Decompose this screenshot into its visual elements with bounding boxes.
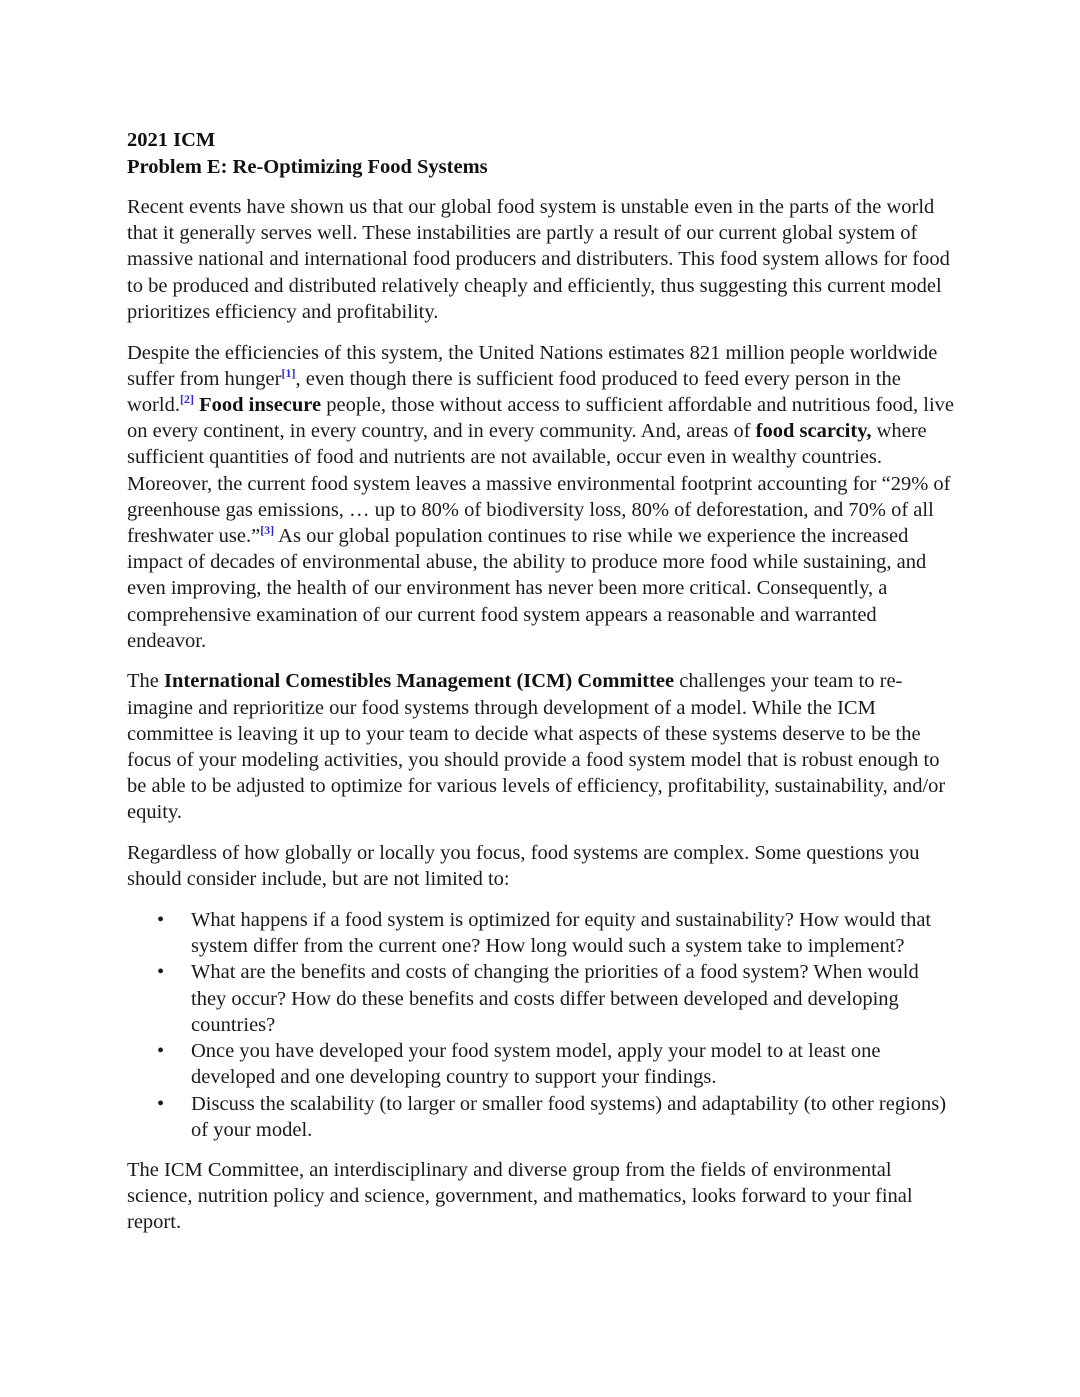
term-icm-committee: International Comestibles Management (ICM) Committee <box>164 670 675 693</box>
question-list <box>127 907 957 1143</box>
paragraph-closing: The ICM Committee, an interdisciplinary and diverse group from the fields of environmental science, nutrition policy and science, government, and mathematics, looks forward to your final report. <box>127 1158 913 1234</box>
text: challenges your team to re-imagine and reprioritize our food systems through development of a model. While the ICM committee is leaving it up to your team to decide what aspects of these systems deserve to be the focus of your modeling activities, you should provide a food system model that is robust enough to be able to be adjusted to optimize for various levels of efficiency, profitability, sustainability, and/or equity. <box>127 670 946 824</box>
citation-link-2[interactable]: [2] <box>179 391 194 406</box>
term-food-scarcity: food scarcity, <box>755 420 872 443</box>
citation-link-1[interactable]: [1] <box>281 365 296 380</box>
list-item-text: What happens if a food system is optimized for equity and sustainability? How would that system differ from the current one? How long would such a system take to implement? <box>191 909 932 958</box>
text: Despite the efficiencies of this system, the United Nations estimates 821 million people worldwide suffer from hunger <box>127 341 938 390</box>
bullet-icon: • <box>157 1040 165 1063</box>
citation-link-3[interactable]: [3] <box>260 522 275 537</box>
bullet-icon: • <box>157 961 165 984</box>
contest-title: 2021 ICM <box>127 129 216 151</box>
list-item-text: What are the benefits and costs of changing the priorities of a food system? When would they occur? How do these benefits and costs differ between developed and developing countries? <box>191 961 919 1036</box>
list-item-text: Once you have developed your food system model, apply your model to at least one developed and one developing country to support your findings. <box>191 1040 881 1089</box>
list-item <box>157 1091 957 1143</box>
text: where sufficient quantities of food and nutrients are not available, occur even in wealthy countries. Moreover, the current food system leaves a massive environmental footprint accounting for “29% of greenhouse gas emissions, … up to 80% of biodiversity loss, 80% of deforestation, and 70% of all freshwater use.” <box>127 420 951 547</box>
paragraph-intro: Recent events have shown us that our global food system is unstable even in the parts of the world that it generally serves well. These instabilities are partly a result of our current global system of massive national and international food producers and distributers. This food system allows for food to be produced and distributed relatively cheaply and efficiently, thus suggesting this current model prioritizes efficiency and profitability. <box>127 196 950 323</box>
text: As our global population continues to rise while we experience the increased impact of decades of environmental abuse, the ability to produce more food while sustaining, and even improving, the health of our environment has never been more critical. Consequently, a comprehensive examination of our current food system appears a reasonable and warranted endeavor. <box>127 524 927 652</box>
list-item <box>157 1038 957 1090</box>
text: people, those without access to sufficient affordable and nutritious food, live on every continent, in every country, and in every community. And, areas of <box>127 393 955 443</box>
bullet-icon: • <box>157 909 165 932</box>
document-header <box>127 127 957 180</box>
term-food-insecure: Food insecure <box>199 393 322 416</box>
paragraph-committee-challenge <box>127 668 957 825</box>
text: , even though there is sufficient food produced to feed every person in the world. <box>127 367 901 416</box>
list-item <box>157 959 957 1038</box>
paragraph-questions-intro: Regardless of how globally or locally you focus, food systems are complex. Some questions you should consider include, but are not limited to: <box>127 842 920 891</box>
problem-title: Problem E: Re-Optimizing Food Systems <box>127 155 488 178</box>
text: The <box>127 670 164 693</box>
list-item <box>157 907 957 959</box>
list-item-text: Discuss the scalability (to larger or smaller food systems) and adaptability (to other regions) of your model. <box>191 1092 947 1141</box>
document-page <box>127 127 957 1250</box>
paragraph-hunger <box>127 340 957 654</box>
bullet-icon: • <box>157 1092 165 1115</box>
